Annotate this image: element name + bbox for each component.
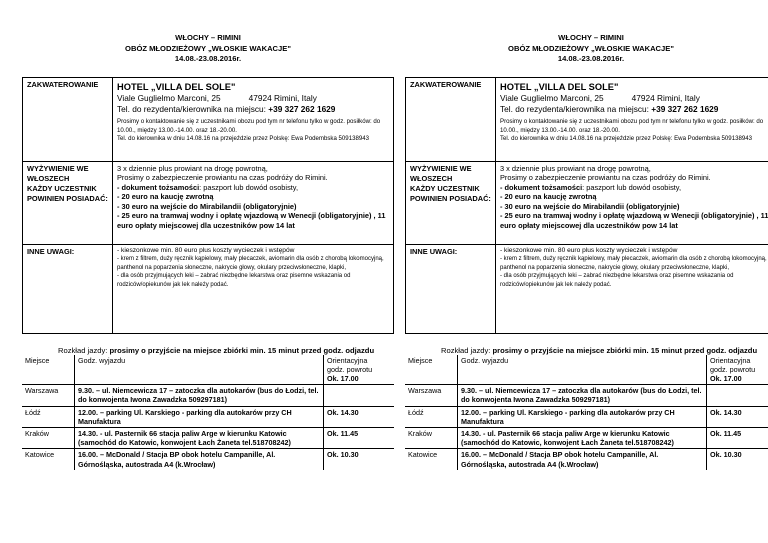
food-label-line: WŁOSZECH [27, 173, 70, 183]
food-details [496, 161, 768, 244]
id-document-item [117, 183, 389, 193]
contact-hours-note: Prosimy o kontaktowanie się z uczestnikami obozu pod tym nr telefonu tylko w godz. posiłków: do 10.00., między 13.00.-14.00. oraz 18.-20.00. [500, 118, 764, 134]
notes-label: INNE UWAGI: [406, 244, 496, 333]
venice-item [117, 211, 389, 230]
row-return [707, 385, 768, 406]
row-departure: 12.00. – parking Ul. Karskiego - parking dla autokarów przy CH Manufaktura [75, 406, 324, 427]
id-document-item [500, 183, 768, 193]
col-return-header-line: godz. powrotu [327, 364, 373, 374]
table-row [405, 427, 768, 448]
document-header [405, 0, 768, 65]
accommodation-label: ZAKWATEROWANIE [23, 77, 113, 161]
phone-number: +39 327 262 1629 [651, 104, 719, 114]
col-place-header: Miejsce [22, 355, 75, 385]
table-row [22, 385, 394, 406]
accommodation-label: ZAKWATEROWANIE [406, 77, 496, 161]
schedule-title [58, 346, 394, 355]
table-row [405, 385, 768, 406]
schedule-title-prefix: Rozkład jazdy: [441, 345, 491, 355]
mirabilandia-text: - 30 euro na wejście do Mirabilandii (obligatoryjnie) [117, 201, 297, 211]
deposit-item [117, 192, 389, 202]
row-place: Kraków [22, 427, 75, 448]
row-return: Ok. 14.30 [707, 406, 768, 427]
schedule-title-note: prosimy o przyjście na miejsce zbiórki min. 15 minut przed godz. odjazdu [492, 345, 758, 355]
food-details [113, 161, 394, 244]
id-document-text: : paszport lub dowód osobisty, [582, 182, 682, 192]
schedule-title-note: prosimy o przyjście na miejsce zbiórki min. 15 minut przed godz. odjazdu [109, 345, 375, 355]
provisions-info: Prosimy o zabezpieczenie prowiantu na czas podróży do Rimini. [500, 173, 711, 183]
table-row [405, 449, 768, 470]
warsaw-return-time: Ok. 17.00 [327, 373, 359, 383]
accommodation-row [23, 77, 394, 161]
row-departure: 9.30. – ul. Niemcewicza 17 – zatoczka dla autokarów (bus do Łodzi, tel. do konwojenta Iwona Zawadzka 509297181) [75, 385, 324, 406]
header-dates: 14.08.-23.08.2016r. [174, 54, 242, 63]
row-departure: 14.30. - ul. Pasternik 66 stacja paliw Arge w kierunku Katowic (samochód do Katowic, konwojent Łach Żaneta tel.518708242) [75, 427, 324, 448]
phone-label: Tel. do rezydenta/kierownika na miejscu: [117, 104, 266, 114]
notes-details [113, 244, 394, 333]
accommodation-row [406, 77, 768, 161]
document-header [22, 0, 394, 65]
meals-info: 3 x dziennie plus prowiant na drogę powrotną, [117, 163, 268, 173]
food-label [23, 161, 113, 244]
food-label-line: WYŻYWIENIE WE [410, 163, 472, 173]
col-return-header-line: Orientacyjna [327, 355, 368, 365]
provisions-info: Prosimy o zabezpieczenie prowiantu na czas podróży do Rimini. [117, 173, 328, 183]
food-row [406, 161, 768, 244]
pocket-money-note: - kieszonkowe min. 80 euro plus koszty wycieczek i wstępów [117, 246, 295, 254]
food-label-line: KAŻDY UCZESTNIK [27, 183, 97, 193]
notes-label: INNE UWAGI: [23, 244, 113, 333]
col-departure-header: Godz. wyjazdu [458, 355, 707, 385]
header-destination: WŁOCHY – RIMINI [558, 33, 624, 42]
col-return-header-line: Orientacyjna [710, 355, 751, 365]
row-return: Ok. 11.45 [324, 427, 395, 448]
hotel-street: Viale Guglielmo Marconi, 25 [500, 93, 604, 103]
venice-text: - 25 euro na tramwaj wodny i opłatę wjazdową w Wenecji (obligatoryjnie) , 11 euro opłaty miejscowej dla uczestników pow 14 lat [500, 211, 768, 231]
schedule-section [405, 346, 768, 470]
deposit-item [500, 192, 768, 202]
schedule-section [22, 346, 394, 470]
row-departure: 16.00. – McDonald / Stacja BP obok hotelu Campanille, Al. Górnośląska, autostrada A4 (k.Wrocław) [75, 449, 324, 470]
hotel-phone-line [500, 104, 768, 115]
hotel-city: 47924 Rimini, Italy [248, 93, 317, 103]
packing-list-note: - krem z filtrem, duży ręcznik kąpielowy, mały plecaczek, aviomarin dla osób z chorobą lokomocyjną, panthenol na poparzenia słoneczne, nakrycie głowy, okulary przeciwsłoneczne, klapki, [500, 256, 767, 271]
notes-row [406, 244, 768, 333]
venice-text: - 25 euro na tramwaj wodny i opłatę wjazdową w Wenecji (obligatoryjnie) , 11 euro opłaty miejscowej dla uczestników pow 14 lat [117, 211, 386, 231]
table-row [22, 427, 394, 448]
flyer-right [405, 0, 768, 470]
food-label-line: KAŻDY UCZESTNIK [410, 183, 480, 193]
col-departure-header: Godz. wyjazdu [75, 355, 324, 385]
row-place: Warszawa [405, 385, 458, 406]
mirabilandia-item [117, 202, 389, 212]
mirabilandia-item [500, 202, 768, 212]
hotel-name: HOTEL „VILLA DEL SOLE" [117, 81, 236, 92]
row-place: Katowice [405, 449, 458, 470]
table-row [22, 406, 394, 427]
row-return: Ok. 10.30 [327, 450, 359, 460]
hotel-phone-line [117, 104, 389, 115]
manager-phone-note: Tel. do kierownika w dniu 14.08.16 na przejeździe przez Polskę: Ewa Podembska 509138943 [500, 135, 753, 143]
food-label-line: WŁOSZECH [410, 173, 453, 183]
pocket-money-note: - kieszonkowe min. 80 euro plus koszty wycieczek i wstępów [500, 246, 678, 254]
header-camp-name: OBÓZ MŁODZIEŻOWY „WŁOSKIE WAKACJE" [508, 43, 674, 53]
venice-item [500, 211, 768, 230]
row-place: Kraków [405, 427, 458, 448]
row-place: Łódź [22, 406, 75, 427]
row-place: Katowice [22, 449, 75, 470]
header-destination: WŁOCHY – RIMINI [175, 33, 241, 42]
hotel-street: Viale Guglielmo Marconi, 25 [117, 93, 221, 103]
deposit-text: - 20 euro na kaucję zwrotną [117, 192, 214, 202]
food-label-line: WYŻYWIENIE WE [27, 163, 89, 173]
medication-note: - dla osób przyjmujących leki – zabrać niezbędne lekarstwa oraz pisemne wskazania od rodziców/opiekunów jak lek należy podać. [117, 273, 351, 288]
meals-info: 3 x dziennie plus prowiant na drogę powrotną, [500, 163, 651, 173]
food-label [406, 161, 496, 244]
row-return: Ok. 14.30 [324, 406, 395, 427]
schedule-table [405, 355, 768, 470]
notes-details [496, 244, 768, 333]
flyer-left [22, 0, 394, 470]
col-return-header [324, 355, 395, 385]
schedule-table [22, 355, 394, 470]
col-return-header [707, 355, 768, 385]
row-return: Ok. 11.45 [707, 427, 768, 448]
col-return-header-line: godz. powrotu [710, 364, 756, 374]
food-label-line: POWINIEN POSIADAĆ: [410, 193, 491, 203]
food-label-line: POWINIEN POSIADAĆ: [27, 193, 108, 203]
mirabilandia-text: - 30 euro na wejście do Mirabilandii (obligatoryjnie) [500, 201, 680, 211]
phone-label: Tel. do rezydenta/kierownika na miejscu: [500, 104, 649, 114]
id-document-label: - dokument tożsamości [500, 182, 583, 192]
info-table [22, 77, 394, 334]
row-departure: 9.30. – ul. Niemcewicza 17 – zatoczka dla autokarów (bus do Łodzi, tel. do konwojenta Iwona Zawadzka 509297181) [458, 385, 707, 406]
deposit-text: - 20 euro na kaucję zwrotną [500, 192, 597, 202]
hotel-name: HOTEL „VILLA DEL SOLE" [500, 81, 619, 92]
hotel-address [500, 93, 768, 104]
schedule-header-row [405, 355, 768, 385]
table-row [22, 449, 394, 470]
info-table [405, 77, 768, 334]
row-return [324, 385, 395, 406]
schedule-title [441, 346, 768, 355]
accommodation-details [113, 77, 394, 161]
header-dates: 14.08.-23.08.2016r. [557, 54, 625, 63]
id-document-label: - dokument tożsamości [117, 182, 200, 192]
row-place: Warszawa [22, 385, 75, 406]
schedule-header-row [22, 355, 394, 385]
row-departure: 16.00. – McDonald / Stacja BP obok hotelu Campanille, Al. Górnośląska, autostrada A4 (k.Wrocław) [458, 449, 707, 470]
packing-list-note: - krem z filtrem, duży ręcznik kąpielowy, mały plecaczek, aviomarin dla osób z chorobą lokomocyjną, panthenol na poparzenia słoneczne, nakrycie głowy, okulary przeciwsłoneczne, klapki, [117, 256, 384, 271]
col-place-header: Miejsce [405, 355, 458, 385]
row-departure: 12.00. – parking Ul. Karskiego - parking dla autokarów przy CH Manufaktura [458, 406, 707, 427]
schedule-title-prefix: Rozkład jazdy: [58, 345, 108, 355]
row-return: Ok. 10.30 [710, 450, 742, 460]
hotel-address [117, 93, 389, 104]
notes-row [23, 244, 394, 333]
header-camp-name: OBÓZ MŁODZIEŻOWY „WŁOSKIE WAKACJE" [125, 43, 291, 53]
medication-note: - dla osób przyjmujących leki – zabrać niezbędne lekarstwa oraz pisemne wskazania od rodziców/opiekunów jak lek należy podać. [500, 273, 734, 288]
row-departure: 14.30. - ul. Pasternik 66 stacja paliw Arge w kierunku Katowic (samochód do Katowic, konwojent Łach Żaneta tel.518708242) [458, 427, 707, 448]
accommodation-details [496, 77, 768, 161]
row-place: Łódź [405, 406, 458, 427]
food-row [23, 161, 394, 244]
table-row [405, 406, 768, 427]
contact-hours-note: Prosimy o kontaktowanie się z uczestnikami obozu pod tym nr telefonu tylko w godz. posiłków: do 10.00., między 13.00.-14.00. oraz 18.-20.00. [117, 118, 381, 134]
phone-number: +39 327 262 1629 [268, 104, 336, 114]
manager-phone-note: Tel. do kierownika w dniu 14.08.16 na przejeździe przez Polskę: Ewa Podembska 509138943 [117, 135, 370, 143]
id-document-text: : paszport lub dowód osobisty, [199, 182, 299, 192]
warsaw-return-time: Ok. 17.00 [710, 373, 742, 383]
hotel-city: 47924 Rimini, Italy [631, 93, 700, 103]
